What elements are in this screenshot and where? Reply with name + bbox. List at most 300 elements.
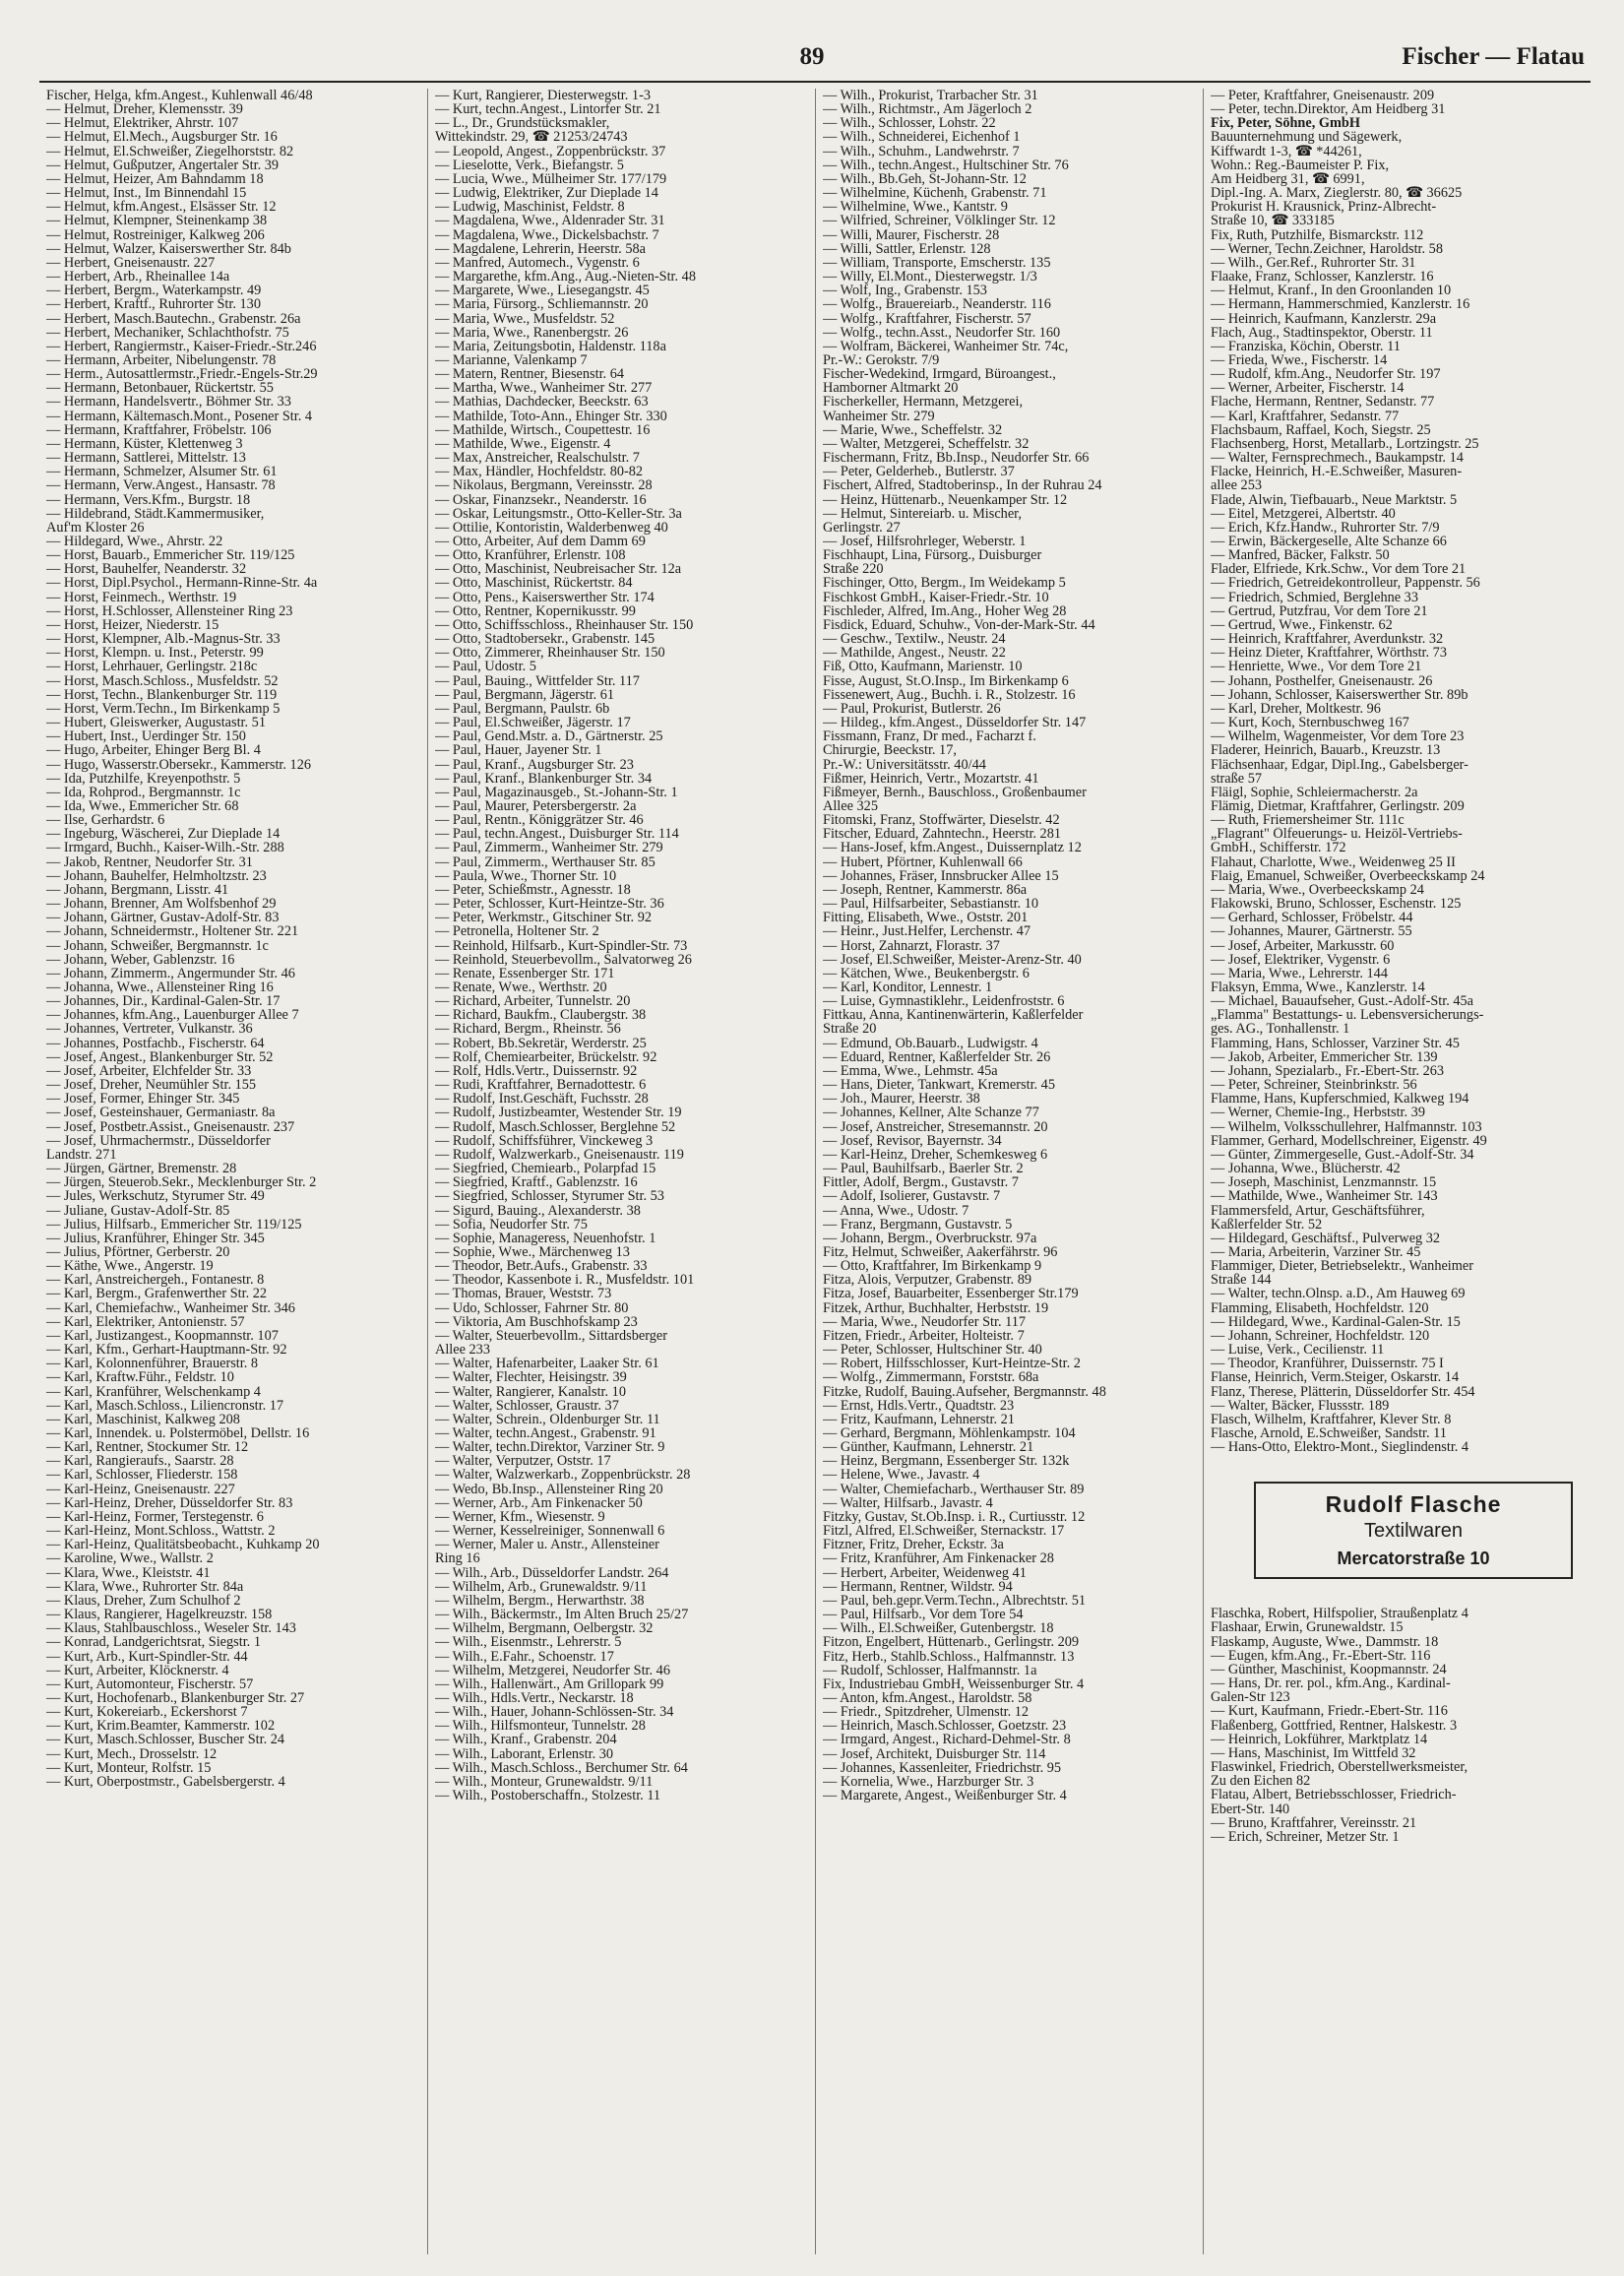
- directory-entry: — Walter, Flechter, Heisingstr. 39: [435, 1370, 627, 1385]
- directory-entry: — Sophie, Manageress, Neuenhofstr. 1: [435, 1231, 656, 1245]
- directory-entry: — Hans, Dieter, Tankwart, Kremerstr. 45: [823, 1078, 1055, 1093]
- directory-entry: Flämig, Dietmar, Kraftfahrer, Gerlingstr. 209: [1211, 798, 1465, 814]
- directory-entry: — Paul, Hilfsarbeiter, Sebastianstr. 10: [823, 897, 1039, 912]
- directory-entry: Flanse, Heinrich, Verm.Steiger, Oskarstr. 14: [1211, 1370, 1460, 1385]
- directory-entry: — Ida, Putzhilfe, Kreyenpothstr. 5: [46, 771, 241, 786]
- directory-entry: — Wedo, Bb.Insp., Allensteiner Ring 20: [435, 1482, 663, 1496]
- directory-entry: Flashaar, Erwin, Grunewaldstr. 15: [1211, 1620, 1404, 1635]
- directory-entry: — Paul, techn.Angest., Duisburger Str. 114: [435, 827, 679, 842]
- directory-entry: — Helmut, Rostreiniger, Kalkweg 206: [46, 227, 265, 242]
- ad-trade: Textilwaren: [1363, 1520, 1464, 1543]
- directory-entry: Fischhaupt, Lina, Fürsorg., Duisburger: [823, 548, 1042, 563]
- directory-entry: — Wilh., Richtmstr., Am Jägerloch 2: [823, 102, 1032, 117]
- directory-entry: — Horst, Bauhelfer, Neanderstr. 32: [46, 562, 247, 577]
- directory-entry: Flach, Aug., Stadtinspektor, Oberstr. 11: [1211, 325, 1433, 340]
- directory-entry: — Karoline, Wwe., Wallstr. 2: [46, 1551, 214, 1566]
- directory-entry: — Jürgen, Gärtner, Bremenstr. 28: [46, 1162, 237, 1176]
- directory-entry: — Eitel, Metzgerei, Albertstr. 40: [1211, 506, 1396, 521]
- directory-entry: — Gerhard, Bergmann, Möhlenkampstr. 104: [823, 1426, 1076, 1441]
- directory-entry: — Eugen, kfm.Ang., Fr.-Ebert-Str. 116: [1211, 1648, 1431, 1663]
- directory-entry: — Walter, Steuerbevollm., Sittardsberger: [435, 1328, 667, 1344]
- directory-entry: — Hildegard, Wwe., Kardinal-Galen-Str. 15: [1211, 1314, 1461, 1329]
- directory-entry: — Wilh., Kranf., Grabenstr. 204: [435, 1733, 617, 1747]
- directory-entry: — Horst, H.Schlosser, Allensteiner Ring 23: [46, 603, 293, 618]
- directory-entry: — Kurt, Automonteur, Fischerstr. 57: [46, 1676, 254, 1691]
- advertisement-box: [1254, 1482, 1573, 1579]
- directory-entry: — Günther, Maschinist, Koopmannstr. 24: [1211, 1662, 1447, 1677]
- directory-entry: Wohn.: Reg.-Baumeister P. Fix,: [1211, 158, 1390, 172]
- directory-entry: — Wolfram, Bäckerei, Wanheimer Str. 74c,: [823, 339, 1069, 353]
- directory-entry: — Maria, Wwe., Lehrerstr. 144: [1211, 966, 1388, 980]
- directory-entry: — Gerhard, Schlosser, Fröbelstr. 44: [1211, 911, 1413, 925]
- directory-entry: — Josef, El.Schweißer, Meister-Arenz-Str. 40: [823, 952, 1082, 967]
- directory-entry: — Paul, Kranf., Blankenburger Str. 34: [435, 771, 653, 786]
- directory-entry: — Johann, Bergmann, Lisstr. 41: [46, 882, 229, 898]
- directory-entry: Fläigl, Sophie, Schleiermacherstr. 2a: [1211, 785, 1418, 799]
- directory-entry: — Walter, techn.Direktor, Varziner Str. 9: [435, 1440, 665, 1455]
- directory-entry: Straße 144: [1211, 1273, 1272, 1288]
- directory-entry: — Paul, Zimmerm., Werthauser Str. 85: [435, 854, 656, 869]
- directory-entry: — Wilh., El.Schweißer, Gutenbergstr. 18: [823, 1621, 1054, 1636]
- directory-entry: — Rudolf, Inst.Geschäft, Fuchsstr. 28: [435, 1092, 649, 1106]
- directory-entry: Fix, Ruth, Putzhilfe, Bismarckstr. 112: [1211, 227, 1424, 242]
- directory-entry: Fischinger, Otto, Bergm., Im Weidekamp 5: [823, 576, 1066, 591]
- directory-entry: — Wilh., Schneiderei, Eichenhof 1: [823, 130, 1021, 145]
- directory-entry: — Johannes, Vertreter, Vulkanstr. 36: [46, 1022, 253, 1037]
- directory-entry: Flade, Alwin, Tiefbauarb., Neue Marktstr. 5: [1211, 492, 1458, 507]
- directory-entry: — Karl, Anstreichergeh., Fontanestr. 8: [46, 1273, 265, 1288]
- directory-entry: — Joh., Maurer, Heerstr. 38: [823, 1092, 980, 1106]
- directory-entry: — Julius, Kranführer, Ehinger Str. 345: [46, 1231, 265, 1245]
- directory-entry: — Kurt, Oberpostmstr., Gabelsbergerstr. 4: [46, 1774, 285, 1790]
- directory-entry: — Otto, Schiffsschloss., Rheinhauser Str. 150: [435, 617, 694, 633]
- directory-entry: Fitza, Alois, Verputzer, Grabenstr. 89: [823, 1273, 1031, 1288]
- directory-entry: Gerlingstr. 27: [823, 520, 901, 535]
- directory-entry: — Franziska, Köchin, Oberstr. 11: [1211, 339, 1401, 353]
- directory-entry: Flache, Hermann, Rentner, Sedanstr. 77: [1211, 395, 1435, 410]
- directory-entry: — Lucia, Wwe., Mülheimer Str. 177/179: [435, 171, 667, 187]
- directory-entry: — Johann, Schlosser, Kaiserswerther Str. 89b: [1211, 687, 1468, 702]
- directory-entry: — Paul, Kranf., Augsburger Str. 23: [435, 757, 634, 772]
- directory-entry: — Horst, Lehrhauer, Gerlingstr. 218c: [46, 660, 258, 674]
- directory-entry: — Horst, Techn., Blankenburger Str. 119: [46, 687, 278, 702]
- directory-entry: — Richard, Arbeiter, Tunnelstr. 20: [435, 994, 631, 1009]
- directory-entry: — Johannes, Maurer, Gärtnerstr. 55: [1211, 924, 1412, 939]
- directory-entry: — Helene, Wwe., Javastr. 4: [823, 1468, 980, 1483]
- directory-entry: — Walter, Rangierer, Kanalstr. 10: [435, 1384, 626, 1399]
- directory-entry: — Klaus, Stahlbauschloss., Weseler Str. 143: [46, 1621, 296, 1636]
- directory-entry: — Helmut, Sintereiarb. u. Mischer,: [823, 506, 1022, 521]
- directory-entry: — Mathilde, Toto-Ann., Ehinger Str. 330: [435, 409, 667, 423]
- directory-entry: Fischert, Alfred, Stadtoberinsp., In der Ruhrau 24: [823, 478, 1102, 493]
- directory-entry: — Karl, Kranführer, Welschenkamp 4: [46, 1384, 261, 1399]
- directory-entry: — Wilh., Arb., Düsseldorfer Landstr. 264: [435, 1565, 669, 1580]
- directory-entry: — Rudolf, Schlosser, Halfmannstr. 1a: [823, 1663, 1037, 1677]
- directory-columns: [39, 89, 1591, 2254]
- directory-entry: — Herbert, Mechaniker, Schlachthofstr. 75: [46, 325, 289, 340]
- directory-entry: — Siegfried, Chemiearb., Polarpfad 15: [435, 1162, 656, 1176]
- directory-entry: — Paul, Bergmann, Jägerstr. 61: [435, 687, 614, 702]
- directory-entry: — Matern, Rentner, Biesenstr. 64: [435, 367, 625, 382]
- directory-entry: — Peter, Schreiner, Steinbrinkstr. 56: [1211, 1078, 1417, 1093]
- directory-entry: — Josef, Architekt, Duisburger Str. 114: [823, 1746, 1046, 1761]
- directory-entry: Fitzek, Arthur, Buchhalter, Herbststr. 19: [823, 1300, 1049, 1315]
- directory-entry: — Karl, Justizangest., Koopmannstr. 107: [46, 1328, 279, 1344]
- directory-entry: — Johann, Bergm., Overbruckstr. 97a: [823, 1231, 1037, 1245]
- directory-entry: Dipl.-Ing. A. Marx, Zieglerstr. 80, ☎ 36625: [1211, 186, 1463, 201]
- directory-entry: — Wilhelm, Wagenmeister, Vor dem Tore 23: [1211, 729, 1465, 744]
- directory-entry: Fissenewert, Aug., Buchh. i. R., Stolzestr. 16: [823, 687, 1076, 702]
- directory-entry: — Hubert, Pförtner, Kuhlenwall 66: [823, 854, 1023, 869]
- directory-entry: — Karl, Kolonnenführer, Brauerstr. 8: [46, 1357, 259, 1371]
- directory-entry: — Hugo, Wasserstr.Obersekr., Kammerstr. 126: [46, 757, 311, 772]
- directory-entry: — Wilhelmine, Wwe., Kantstr. 9: [823, 200, 1008, 215]
- directory-entry: — Wolf, Ing., Grabenstr. 153: [823, 284, 987, 298]
- directory-entry: — Paul, Bergmann, Paulstr. 6b: [435, 701, 610, 717]
- directory-entry: — Irmgard, Buchh., Kaiser-Wilh.-Str. 288: [46, 841, 284, 855]
- directory-entry: — Helmut, Kranf., In den Groonlanden 10: [1211, 284, 1452, 298]
- directory-entry: — Johann, Zimmerm., Angermunder Str. 46: [46, 966, 295, 980]
- directory-entry: Flächsenhaar, Edgar, Dipl.Ing., Gabelsberger-: [1211, 757, 1468, 772]
- directory-entry: — Johannes, Kellner, Alte Schanze 77: [823, 1106, 1039, 1120]
- directory-entry: — Helmut, Elektriker, Ahrstr. 107: [46, 116, 239, 131]
- directory-entry: — Mathilde, Wirtsch., Coupettestr. 16: [435, 422, 651, 437]
- directory-entry: — Herbert, Masch.Bautechn., Grabenstr. 26a: [46, 311, 301, 326]
- directory-entry: — Johann, Weber, Gablenzstr. 16: [46, 952, 235, 967]
- directory-entry: — Helmut, El.Schweißer, Ziegelhorststr. 82: [46, 144, 294, 158]
- directory-entry: — Margarethe, kfm.Ang., Aug.-Nieten-Str. 48: [435, 270, 696, 284]
- directory-entry: — Anna, Wwe., Udostr. 7: [823, 1203, 969, 1218]
- directory-entry: — Wilh., E.Fahr., Schoenstr. 17: [435, 1649, 614, 1664]
- directory-entry: — Horst, Bauarb., Emmericher Str. 119/125: [46, 548, 295, 563]
- directory-entry: — Otto, Maschinist, Rückertstr. 84: [435, 576, 633, 591]
- directory-entry: Flaskamp, Auguste, Wwe., Dammstr. 18: [1211, 1634, 1439, 1649]
- directory-entry: — Helmut, Inst., Im Binnendahl 15: [46, 186, 247, 201]
- directory-entry: — Walter, Hilfsarb., Javastr. 4: [823, 1495, 993, 1510]
- directory-entry: — Otto, Stadtobersekr., Grabenstr. 145: [435, 632, 656, 647]
- directory-entry: — Paul, Magazinausgeb., St.-Johann-Str. 1: [435, 785, 678, 799]
- directory-entry: Wanheimer Str. 279: [823, 409, 935, 423]
- directory-entry: — Joseph, Maschinist, Lenzmannstr. 15: [1211, 1175, 1437, 1190]
- directory-entry: — Sofia, Neudorfer Str. 75: [435, 1217, 588, 1232]
- directory-entry: — Karl-Heinz, Former, Terstegenstr. 6: [46, 1509, 264, 1525]
- directory-entry: — Karl-Heinz, Mont.Schloss., Wattstr. 2: [46, 1524, 276, 1539]
- directory-entry: — Helmut, Gußputzer, Angertaler Str. 39: [46, 158, 280, 172]
- directory-entry: — Horst, Heizer, Niederstr. 15: [46, 617, 219, 633]
- directory-entry: — Hermann, Schmelzer, Alsumer Str. 61: [46, 465, 278, 479]
- directory-entry: — Klara, Wwe., Kleiststr. 41: [46, 1565, 211, 1580]
- directory-entry: — Jakob, Arbeiter, Emmericher Str. 139: [1211, 1049, 1438, 1064]
- directory-entry: — Peter, Schlosser, Hultschiner Str. 40: [823, 1343, 1042, 1358]
- directory-entry: — Hermann, Sattlerei, Mittelstr. 13: [46, 451, 246, 466]
- directory-entry: — Walter, Verputzer, Oststr. 17: [435, 1454, 611, 1469]
- directory-entry: — Wilh., Hallenwärt., Am Grillopark 99: [435, 1676, 664, 1691]
- directory-entry: — Helmut, Walzer, Kaiserswerther Str. 84b: [46, 241, 291, 256]
- directory-entry: Prokurist H. Krausnick, Prinz-Albrecht-: [1211, 200, 1437, 215]
- directory-entry: — Hildegard, Wwe., Ahrstr. 22: [46, 535, 223, 549]
- directory-entry: Fix, Peter, Söhne, GmbH: [1211, 116, 1360, 131]
- directory-entry: — Hans-Josef, kfm.Angest., Duissernplatz 12: [823, 841, 1082, 855]
- directory-entry: — Walter, Walzwerkarb., Zoppenbrückstr. 28: [435, 1468, 691, 1483]
- directory-entry: — Hildegard, Geschäftsf., Pulverweg 32: [1211, 1231, 1441, 1245]
- directory-entry: Fitz, Helmut, Schweißer, Aakerfährstr. 96: [823, 1244, 1058, 1260]
- directory-entry: — Hermann, Vers.Kfm., Burgstr. 18: [46, 492, 251, 507]
- directory-entry: — Hubert, Gleiswerker, Augustastr. 51: [46, 716, 266, 730]
- directory-entry: — Rudolf, Schiffsführer, Vinckeweg 3: [435, 1133, 654, 1148]
- directory-entry: — Jakob, Rentner, Neudorfer Str. 31: [46, 854, 253, 869]
- directory-entry: — Maria, Zeitungsbotin, Haldenstr. 118a: [435, 339, 666, 353]
- directory-entry: — Rudolf, kfm.Ang., Neudorfer Str. 197: [1211, 367, 1441, 382]
- directory-entry: — Johannes, Dir., Kardinal-Galen-Str. 17: [46, 994, 281, 1009]
- directory-entry: Fitzner, Fritz, Dreher, Eckstr. 3a: [823, 1538, 1004, 1552]
- directory-entry: — Josef, Anstreicher, Stresemannstr. 20: [823, 1119, 1048, 1134]
- directory-entry: — Ilse, Gerhardstr. 6: [46, 813, 165, 828]
- directory-entry: — Wilh., Postoberschaffn., Stolzestr. 11: [435, 1789, 661, 1803]
- directory-entry: Fitzky, Gustav, St.Ob.Insp. i. R., Curtiusstr. 12: [823, 1509, 1086, 1525]
- directory-entry: — Anton, kfm.Angest., Haroldstr. 58: [823, 1690, 1032, 1706]
- page-number: 89: [799, 43, 825, 70]
- directory-entry: — Ida, Rohprod., Bergmannstr. 1c: [46, 785, 241, 799]
- directory-entry: — Herm., Autosattlermstr.,Friedr.-Engels-Str.29: [46, 367, 318, 382]
- directory-entry: — Johann, Schweißer, Bergmannstr. 1c: [46, 938, 269, 953]
- directory-entry: — Magdalene, Lehrerin, Heerstr. 58a: [435, 241, 646, 256]
- directory-entry: — Maria, Wwe., Ranenbergstr. 26: [435, 325, 629, 340]
- directory-entry: Landstr. 271: [46, 1147, 117, 1163]
- directory-entry: — Heinrich, Lokführer, Marktplatz 14: [1211, 1732, 1428, 1746]
- directory-entry: — Josef, Gesteinshauer, Germaniastr. 8a: [46, 1106, 276, 1120]
- directory-entry: — Oskar, Finanzsekr., Neanderstr. 16: [435, 492, 647, 507]
- directory-entry: — Josef, Arbeiter, Elchfelder Str. 33: [46, 1063, 252, 1079]
- directory-entry: — Horst, Klempn. u. Inst., Peterstr. 99: [46, 646, 264, 661]
- directory-entry: — Mathilde, Wwe., Eigenstr. 4: [435, 436, 611, 452]
- directory-entry: Flaake, Franz, Schlosser, Kanzlerstr. 16: [1211, 270, 1434, 284]
- directory-entry: — Wilhelm, Bergm., Herwarthstr. 38: [435, 1593, 645, 1609]
- directory-entry: Fitz, Herb., Stahlb.Schloss., Halfmannstr. 13: [823, 1649, 1075, 1664]
- directory-entry: Ring 16: [435, 1551, 480, 1566]
- directory-entry: — Mathilde, Wwe., Wanheimer Str. 143: [1211, 1189, 1438, 1204]
- directory-entry: Fischer-Wedekind, Irmgard, Büroangest.,: [823, 367, 1056, 382]
- directory-entry: — Nikolaus, Bergmann, Vereinsstr. 28: [435, 478, 653, 493]
- directory-entry: — Josef, Dreher, Neumühler Str. 155: [46, 1078, 257, 1093]
- directory-entry: — Peter, Werkmstr., Gitschiner Str. 92: [435, 911, 652, 925]
- directory-entry: Fitzon, Engelbert, Hüttenarb., Gerlingstr. 209: [823, 1635, 1080, 1650]
- directory-entry: — Geschw., Textilw., Neustr. 24: [823, 632, 1006, 647]
- directory-entry: — Petronella, Holtener Str. 2: [435, 924, 599, 939]
- directory-entry: — Johannes, kfm.Ang., Lauenburger Allee 7: [46, 1008, 299, 1023]
- directory-entry: — Peter, techn.Direktor, Am Heidberg 31: [1211, 102, 1446, 117]
- directory-entry: — Paul, El.Schweißer, Jägerstr. 17: [435, 716, 631, 730]
- directory-entry: — Helmut, Heizer, Am Bahndamm 18: [46, 171, 264, 187]
- directory-entry: — Walter, Schlosser, Graustr. 37: [435, 1398, 619, 1413]
- directory-entry: — Jules, Werkschutz, Styrumer Str. 49: [46, 1189, 265, 1204]
- directory-entry: — Robert, Bb.Sekretär, Werderstr. 25: [435, 1036, 647, 1050]
- directory-entry: Fittler, Adolf, Bergm., Gustavstr. 7: [823, 1175, 1019, 1190]
- directory-entry: Allee 325: [823, 798, 878, 814]
- directory-entry: — Werner, Chemie-Ing., Herbststr. 39: [1211, 1106, 1425, 1120]
- directory-entry: — Paul, Prokurist, Butlerstr. 26: [823, 701, 1001, 717]
- directory-entry: — Kurt, Arbeiter, Klöcknerstr. 4: [46, 1663, 229, 1677]
- directory-entry: — Paul, Bauhilfsarb., Baerler Str. 2: [823, 1162, 1024, 1176]
- directory-entry: ges. AG., Tonhallenstr. 1: [1211, 1022, 1350, 1037]
- directory-entry: — Jürgen, Steuerob.Sekr., Mecklenburger Str. 2: [46, 1175, 317, 1190]
- directory-entry: — Kurt, Monteur, Rolfstr. 15: [46, 1760, 212, 1775]
- directory-entry: — Josef, Postbetr.Assist., Gneisenaustr. 237: [46, 1119, 295, 1134]
- directory-entry: — Rolf, Hdls.Vertr., Duissernstr. 92: [435, 1063, 638, 1079]
- directory-entry: — Wilh., techn.Angest., Hultschiner Str. 76: [823, 158, 1069, 172]
- directory-column-2: [427, 89, 815, 2254]
- directory-entry: — Irmgard, Angest., Richard-Dehmel-Str. 8: [823, 1733, 1071, 1747]
- directory-entry: — Gertrud, Putzfrau, Vor dem Tore 21: [1211, 603, 1428, 618]
- directory-entry: — Karl, Chemiefachw., Wanheimer Str. 346: [46, 1300, 295, 1315]
- directory-entry: — Karl, Masch.Schloss., Liliencronstr. 17: [46, 1398, 284, 1413]
- directory-entry: Fitzke, Rudolf, Bauing.Aufseher, Bergmannstr. 48: [823, 1384, 1106, 1399]
- directory-entry: — Marianne, Valenkamp 7: [435, 352, 588, 368]
- directory-entry: — Heinr., Just.Helfer, Lerchenstr. 47: [823, 924, 1031, 939]
- directory-entry: — Werner, Kfm., Wiesenstr. 9: [435, 1509, 605, 1525]
- directory-entry: — Hermann, Kraftfahrer, Fröbelstr. 106: [46, 422, 272, 437]
- directory-entry: — Walter, Chemiefacharb., Werthauser Str. 89: [823, 1482, 1085, 1496]
- directory-entry: — Johannes, Fräser, Innsbrucker Allee 15: [823, 868, 1059, 883]
- directory-entry: Fissmann, Franz, Dr med., Facharzt f.: [823, 729, 1036, 744]
- directory-entry: — Wilh., Schuhm., Landwehrstr. 7: [823, 144, 1020, 158]
- directory-entry: Flaksyn, Emma, Wwe., Kanzlerstr. 14: [1211, 980, 1425, 995]
- directory-entry: — Ottilie, Kontoristin, Walderbenweg 40: [435, 520, 668, 535]
- directory-entry: — Heinrich, Masch.Schlosser, Goetzstr. 23: [823, 1719, 1067, 1734]
- directory-column-1: [39, 89, 427, 2254]
- directory-entry: — Wilh., Schlosser, Lohstr. 22: [823, 116, 996, 131]
- directory-entry: — Hermann, Kältemasch.Mont., Posener Str. 4: [46, 409, 313, 423]
- directory-entry: — Wilh., Monteur, Grunewaldstr. 9/11: [435, 1774, 654, 1790]
- directory-entry: — Karl, Kraftfahrer, Sedanstr. 77: [1211, 409, 1400, 423]
- header-rule: [39, 81, 1591, 83]
- directory-entry: — Klara, Wwe., Ruhrorter Str. 84a: [46, 1579, 244, 1594]
- directory-entry: — Renate, Wwe., Werthstr. 20: [435, 980, 607, 995]
- directory-entry: — Julius, Hilfsarb., Emmericher Str. 119/125: [46, 1217, 302, 1232]
- directory-entry: — Johanna, Wwe., Blücherstr. 42: [1211, 1162, 1401, 1176]
- directory-entry: Flasche, Arnold, E.Schweißer, Sandstr. 11: [1211, 1426, 1447, 1441]
- directory-entry: — Kurt, Koch, Sternbuschweg 167: [1211, 716, 1409, 730]
- directory-entry: — Adolf, Isolierer, Gustavstr. 7: [823, 1189, 1001, 1204]
- directory-entry: — Hildeg., kfm.Angest., Düsseldorfer Str. 147: [823, 716, 1087, 730]
- directory-entry: — Fritz, Kaufmann, Lehnerstr. 21: [823, 1412, 1015, 1426]
- directory-entry: Flamme, Hans, Kupferschmied, Kalkweg 194: [1211, 1092, 1469, 1106]
- directory-entry: — Helmut, Klempner, Steinenkamp 38: [46, 214, 268, 228]
- directory-entry: — Johann, Posthelfer, Gneisenaustr. 26: [1211, 673, 1433, 688]
- directory-entry: — Maria, Wwe., Musfeldstr. 52: [435, 311, 615, 326]
- directory-entry: — Julius, Pförtner, Gerberstr. 20: [46, 1244, 230, 1260]
- directory-entry: — Johann, Schneidermstr., Holtener Str. 221: [46, 924, 299, 939]
- directory-entry: — Leopold, Angest., Zoppenbrückstr. 37: [435, 144, 666, 158]
- directory-entry: — Hildebrand, Städt.Kammermusiker,: [46, 506, 265, 521]
- directory-column-3: [815, 89, 1203, 2254]
- directory-entry: — Johann, Schreiner, Hochfeldstr. 120: [1211, 1328, 1430, 1344]
- directory-entry: — Juliane, Gustav-Adolf-Str. 85: [46, 1203, 230, 1218]
- directory-entry: — Horst, Feinmech., Werthstr. 19: [46, 590, 237, 604]
- directory-entry: — Kurt, Arb., Kurt-Spindler-Str. 44: [46, 1649, 248, 1664]
- directory-entry: — Paul, Maurer, Petersbergerstr. 2a: [435, 798, 637, 814]
- directory-entry: — Günter, Zimmergeselle, Gust.-Adolf-Str. 34: [1211, 1147, 1474, 1163]
- directory-entry: — Franz, Bergmann, Gustavstr. 5: [823, 1217, 1013, 1232]
- directory-entry: „Flamma" Bestattungs- u. Lebensversicherungs-: [1211, 1008, 1484, 1023]
- directory-entry: Flammersfeld, Artur, Geschäftsführer,: [1211, 1203, 1425, 1218]
- directory-entry: — Peter, Schlosser, Kurt-Heintze-Str. 36: [435, 897, 664, 912]
- directory-entry: allee 253: [1211, 478, 1263, 493]
- directory-entry: — Kurt, techn.Angest., Lintorfer Str. 21: [435, 102, 661, 117]
- directory-entry: Fischerkeller, Hermann, Metzgerei,: [823, 395, 1024, 410]
- directory-entry: Fischleder, Alfred, Im.Ang., Hoher Weg 28: [823, 603, 1067, 618]
- directory-entry: — Hermann, Betonbauer, Rückertstr. 55: [46, 381, 274, 396]
- directory-entry: — Werner, Techn.Zeichner, Haroldstr. 58: [1211, 241, 1443, 256]
- directory-entry: — Peter, Gelderheb., Butlerstr. 37: [823, 465, 1015, 479]
- directory-entry: — Hermann, Arbeiter, Nibelungenstr. 78: [46, 352, 277, 368]
- directory-entry: Flamming, Hans, Schlosser, Varziner Str. 45: [1211, 1036, 1460, 1050]
- directory-entry: — Siegfried, Kraftf., Gablenzstr. 16: [435, 1175, 638, 1190]
- directory-entry: — Mathias, Dachdecker, Beeckstr. 63: [435, 395, 649, 410]
- directory-entry: — Kornelia, Wwe., Harzburger Str. 3: [823, 1774, 1034, 1790]
- directory-entry: — Wilh., Eisenmstr., Lehrerstr. 5: [435, 1635, 622, 1650]
- directory-entry: — Maria, Fürsorg., Schliemannstr. 20: [435, 297, 649, 312]
- directory-entry: — Johanna, Wwe., Allensteiner Ring 16: [46, 980, 274, 995]
- directory-entry: — Paul, Bauing., Wittfelder Str. 117: [435, 673, 640, 688]
- directory-entry: — Sigurd, Bauing., Alexanderstr. 38: [435, 1203, 641, 1218]
- directory-entry: — Karl-Heinz, Gneisenaustr. 227: [46, 1482, 235, 1496]
- directory-entry: — Walter, Hafenarbeiter, Laaker Str. 61: [435, 1357, 659, 1371]
- directory-entry: straße 57: [1211, 771, 1263, 786]
- directory-entry: — Hermann, Verw.Angest., Hansastr. 78: [46, 478, 276, 493]
- directory-entry: — Horst, Verm.Techn., Im Birkenkamp 5: [46, 701, 281, 717]
- directory-entry: — Paul, Zimmerm., Wanheimer Str. 279: [435, 841, 663, 855]
- directory-entry: — Ludwig, Elektriker, Zur Dieplade 14: [435, 186, 658, 201]
- directory-entry: — Karl, Kfm., Gerhart-Hauptmann-Str. 92: [46, 1343, 287, 1358]
- directory-entry: — Josef, Revisor, Bayernstr. 34: [823, 1133, 1002, 1148]
- directory-entry: — Josef, Elektriker, Vygenstr. 6: [1211, 952, 1391, 967]
- directory-entry: — Wolfg., techn.Asst., Neudorfer Str. 160: [823, 325, 1061, 340]
- directory-entry: — Kurt, Kaufmann, Friedr.-Ebert-Str. 116: [1211, 1704, 1448, 1719]
- directory-entry: GmbH., Schifferstr. 172: [1211, 841, 1346, 855]
- directory-entry: — Otto, Maschinist, Neubreisacher Str. 12a: [435, 562, 682, 577]
- directory-entry: — Oskar, Leitungsmstr., Otto-Keller-Str. 3a: [435, 506, 682, 521]
- directory-entry: — Karl-Heinz, Dreher, Düsseldorfer Str. 83: [46, 1495, 293, 1510]
- directory-entry: — Herbert, Gneisenaustr. 227: [46, 255, 216, 271]
- directory-entry: — Hans, Maschinist, Im Wittfeld 32: [1211, 1745, 1416, 1761]
- directory-entry: — Wilh., Prokurist, Trarbacher Str. 31: [823, 89, 1038, 103]
- directory-entry: — Heinz Dieter, Kraftfahrer, Wörthstr. 73: [1211, 646, 1447, 661]
- directory-entry: — Wilh., Hdls.Vertr., Neckarstr. 18: [435, 1690, 634, 1706]
- directory-entry: — Wilh., Ger.Ref., Ruhrorter Str. 31: [1211, 255, 1416, 271]
- directory-entry: Fiß, Otto, Kaufmann, Marienstr. 10: [823, 660, 1023, 674]
- directory-entry: — Ruth, Friemersheimer Str. 111c: [1211, 813, 1405, 828]
- directory-entry: — Werner, Arbeiter, Fischerstr. 14: [1211, 381, 1405, 396]
- directory-entry: — Josef, Former, Ehinger Str. 345: [46, 1092, 240, 1106]
- directory-entry: — Sophie, Wwe., Märchenweg 13: [435, 1244, 630, 1260]
- directory-entry: Am Heidberg 31, ☎ 6991,: [1211, 171, 1365, 187]
- directory-entry: Straße 10, ☎ 333185: [1211, 214, 1335, 228]
- directory-entry: — Walter, techn.Angest., Grabenstr. 91: [435, 1426, 656, 1441]
- directory-entry: — Viktoria, Am Buschhofskamp 23: [435, 1314, 638, 1329]
- directory-entry: — Manfred, Bäcker, Falkstr. 50: [1211, 548, 1390, 563]
- directory-entry: — Herbert, Rangiermstr., Kaiser-Friedr.-Str.246: [46, 339, 317, 353]
- directory-entry: Kaßlerfelder Str. 52: [1211, 1217, 1323, 1232]
- directory-entry: Flakowski, Bruno, Schlosser, Eschenstr. 125: [1211, 897, 1462, 912]
- directory-entry: Flamming, Elisabeth, Hochfeldstr. 120: [1211, 1300, 1429, 1315]
- directory-entry: Fitza, Josef, Bauarbeiter, Essenberger Str.179: [823, 1287, 1079, 1301]
- directory-entry: — Maria, Arbeiterin, Varziner Str. 45: [1211, 1244, 1421, 1260]
- directory-entry: — Reinhold, Hilfsarb., Kurt-Spindler-Str. 73: [435, 938, 688, 953]
- directory-entry: — Theodor, Kassenbote i. R., Musfeldstr. 101: [435, 1273, 695, 1288]
- directory-entry: Fitomski, Franz, Stoffwärter, Dieselstr. 42: [823, 813, 1060, 828]
- directory-entry: — Werner, Arb., Am Finkenacker 50: [435, 1495, 643, 1510]
- directory-entry: — Paul, Hauer, Jayener Str. 1: [435, 743, 602, 758]
